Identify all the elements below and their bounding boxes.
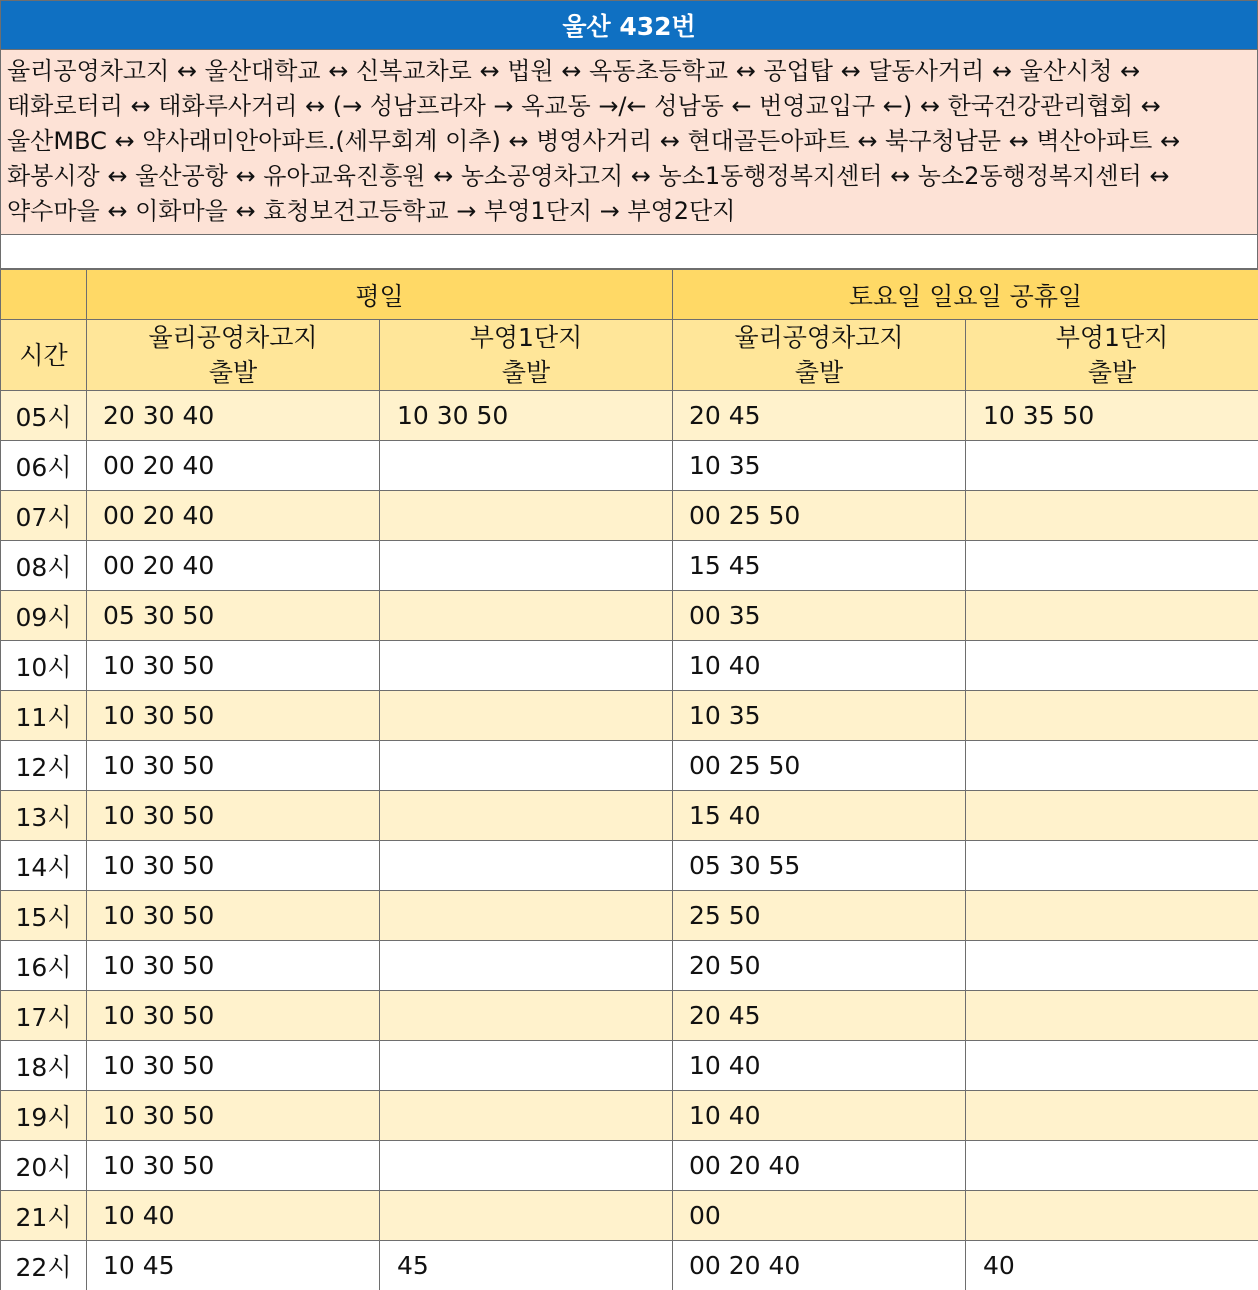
table-row (1, 441, 1258, 491)
departure-cell: 10 40 (673, 1091, 966, 1141)
hour-header: 시간 (1, 320, 87, 391)
col-header-line1: 율리공영차고지 (734, 323, 904, 352)
departure-cell: 05 30 50 (87, 591, 380, 641)
departure-cell: 10 45 (87, 1241, 380, 1290)
table-row (1, 641, 1258, 691)
departure-cell: 20 45 (673, 391, 966, 441)
table-row (1, 791, 1258, 841)
departure-cell: 05 30 55 (673, 841, 966, 891)
departure-cell: 15 40 (673, 791, 966, 841)
departure-cell: 10 30 50 (87, 691, 380, 741)
departure-cell: 10 40 (673, 641, 966, 691)
departure-cell (380, 1191, 673, 1241)
departure-cell: 10 30 50 (87, 1141, 380, 1191)
departure-cell (966, 941, 1258, 991)
spacer-row (0, 235, 1258, 269)
col-header-weekday-buyoung (380, 320, 673, 391)
departure-cell: 10 40 (87, 1191, 380, 1241)
departure-cell: 00 20 40 (673, 1241, 966, 1290)
table-row (1, 391, 1258, 441)
departure-cell: 10 35 (673, 441, 966, 491)
hour-cell: 19시 (1, 1091, 87, 1141)
departure-cell: 00 25 50 (673, 741, 966, 791)
timetable-body (1, 391, 1258, 1290)
departure-cell: 20 30 40 (87, 391, 380, 441)
departure-cell (966, 641, 1258, 691)
hour-cell: 16시 (1, 941, 87, 991)
col-header-line1: 율리공영차고지 (148, 323, 318, 352)
col-header-weekday-yulri (87, 320, 380, 391)
table-row (1, 991, 1258, 1041)
departure-cell: 10 30 50 (87, 641, 380, 691)
departure-cell: 10 35 (673, 691, 966, 741)
col-header-weekend-buyoung (966, 320, 1258, 391)
departure-cell (966, 1091, 1258, 1141)
departure-cell: 40 (966, 1241, 1258, 1290)
hour-cell: 10시 (1, 641, 87, 691)
departure-cell (966, 891, 1258, 941)
table-row (1, 941, 1258, 991)
page-title: 울산 432번 (0, 0, 1258, 50)
departure-cell (966, 591, 1258, 641)
table-row (1, 491, 1258, 541)
departure-cell (380, 491, 673, 541)
departure-cell: 10 30 50 (87, 841, 380, 891)
hour-cell: 15시 (1, 891, 87, 941)
group-header-weekend: 토요일 일요일 공휴일 (673, 270, 1258, 320)
hour-cell: 14시 (1, 841, 87, 891)
departure-cell (380, 541, 673, 591)
hour-cell: 09시 (1, 591, 87, 641)
table-row (1, 1141, 1258, 1191)
departure-cell (966, 841, 1258, 891)
departure-cell (380, 441, 673, 491)
departure-cell (380, 591, 673, 641)
departure-cell: 00 25 50 (673, 491, 966, 541)
departure-cell: 00 20 40 (87, 441, 380, 491)
col-header-weekend-yulri (673, 320, 966, 391)
departure-cell (380, 1141, 673, 1191)
departure-cell (966, 441, 1258, 491)
table-row (1, 591, 1258, 641)
departure-cell (380, 1091, 673, 1141)
departure-cell: 10 30 50 (380, 391, 673, 441)
timetable (0, 269, 1258, 1290)
departure-cell: 45 (380, 1241, 673, 1290)
departure-cell (380, 991, 673, 1041)
col-header-line2: 출발 (501, 358, 551, 387)
table-row (1, 1091, 1258, 1141)
hour-cell: 17시 (1, 991, 87, 1041)
hour-cell: 21시 (1, 1191, 87, 1241)
departure-cell (966, 991, 1258, 1041)
table-row (1, 891, 1258, 941)
departure-cell (966, 1141, 1258, 1191)
departure-cell (380, 841, 673, 891)
departure-cell: 20 50 (673, 941, 966, 991)
table-row (1, 1241, 1258, 1290)
hour-cell: 20시 (1, 1141, 87, 1191)
hour-cell: 11시 (1, 691, 87, 741)
departure-cell (966, 491, 1258, 541)
col-header-line2: 출발 (208, 358, 258, 387)
header-corner (1, 270, 87, 320)
table-row (1, 1041, 1258, 1091)
col-header-line1: 부영1단지 (469, 323, 583, 352)
col-header-line1: 부영1단지 (1055, 323, 1169, 352)
table-row (1, 691, 1258, 741)
table-row (1, 541, 1258, 591)
table-row (1, 841, 1258, 891)
departure-cell (380, 741, 673, 791)
departure-cell: 10 30 50 (87, 741, 380, 791)
hour-cell: 07시 (1, 491, 87, 541)
group-header-weekday: 평일 (87, 270, 673, 320)
departure-cell (966, 541, 1258, 591)
route-description: 율리공영차고지 ↔ 울산대학교 ↔ 신복교차로 ↔ 법원 ↔ 옥동초등학교 ↔ 공업탑 ↔ 달동사거리 ↔ 울산시청 ↔ 태화로터리 ↔ 태화루사거리 ↔ (→ 성남프라자 → 옥교동 →/← 성남동 ← 번영교입구 ←) ↔ 한국건강관리협회 ↔ 울산MBC ↔ 약사래미안아파트.(세무회계 이추) ↔ 병영사거리 ↔ 현대골든아파트 ↔ 북구청남문 ↔ 벽산아파트 ↔ 화봉시장 ↔ 울산공항 ↔ 유아교육진흥원 ↔ 농소공영차고지 ↔ 농소1동행정복지센터 ↔ 농소2동행정복지센터 ↔ 약수마을 ↔ 이화마을 ↔ 효청보건고등학교 → 부영1단지 → 부영2단지 (0, 50, 1258, 235)
hour-cell: 22시 (1, 1241, 87, 1290)
departure-cell (380, 891, 673, 941)
table-row (1, 741, 1258, 791)
hour-cell: 06시 (1, 441, 87, 491)
departure-cell: 10 30 50 (87, 791, 380, 841)
departure-cell (966, 741, 1258, 791)
departure-cell: 00 20 40 (673, 1141, 966, 1191)
hour-cell: 13시 (1, 791, 87, 841)
departure-cell: 10 30 50 (87, 941, 380, 991)
departure-cell (966, 1041, 1258, 1091)
departure-cell (380, 641, 673, 691)
departure-cell: 15 45 (673, 541, 966, 591)
departure-cell: 00 20 40 (87, 541, 380, 591)
departure-cell: 10 30 50 (87, 1041, 380, 1091)
departure-cell: 00 35 (673, 591, 966, 641)
departure-cell: 25 50 (673, 891, 966, 941)
departure-cell (380, 791, 673, 841)
departure-cell (966, 1191, 1258, 1241)
departure-cell: 10 30 50 (87, 1091, 380, 1141)
departure-cell: 10 40 (673, 1041, 966, 1091)
departure-cell: 00 (673, 1191, 966, 1241)
departure-cell (380, 1041, 673, 1091)
departure-cell (380, 691, 673, 741)
col-header-line2: 출발 (1087, 358, 1137, 387)
hour-cell: 18시 (1, 1041, 87, 1091)
departure-cell: 10 35 50 (966, 391, 1258, 441)
departure-cell: 10 30 50 (87, 991, 380, 1041)
departure-cell (966, 691, 1258, 741)
hour-cell: 08시 (1, 541, 87, 591)
departure-cell (966, 791, 1258, 841)
col-header-line2: 출발 (794, 358, 844, 387)
hour-cell: 12시 (1, 741, 87, 791)
departure-cell: 20 45 (673, 991, 966, 1041)
departure-cell (380, 941, 673, 991)
departure-cell: 00 20 40 (87, 491, 380, 541)
table-row (1, 1191, 1258, 1241)
hour-cell: 05시 (1, 391, 87, 441)
departure-cell: 10 30 50 (87, 891, 380, 941)
